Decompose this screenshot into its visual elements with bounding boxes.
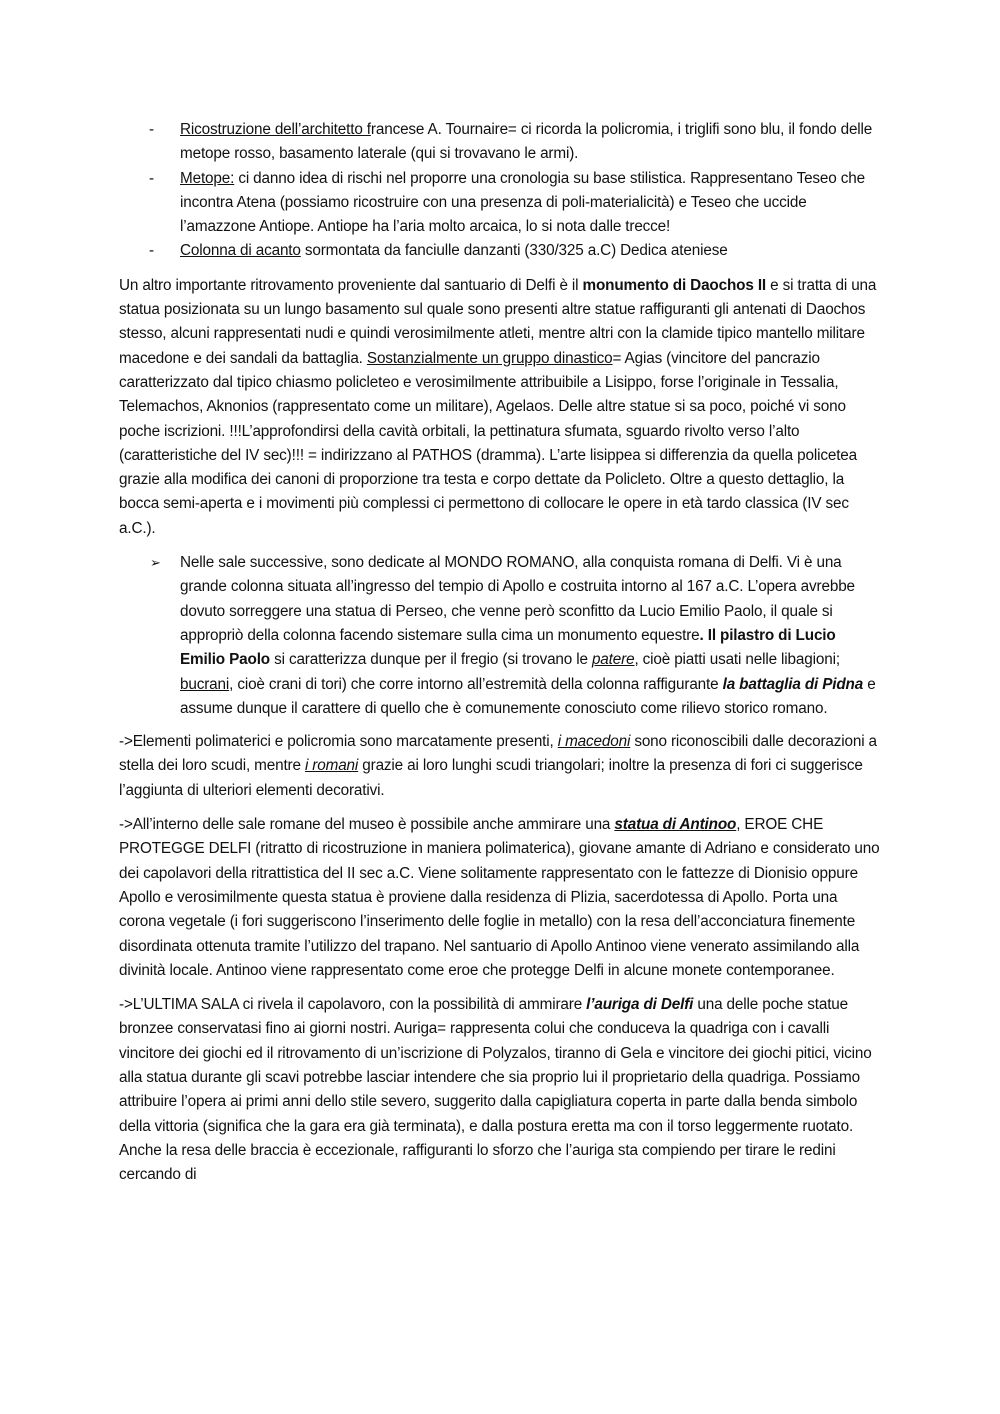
bold-term: . Il pilastro di Lucio Emilio Paolo <box>180 626 836 669</box>
arrow-bullet-list <box>119 551 883 721</box>
underlined-term: Metope: <box>180 169 235 187</box>
text-run: grazie ai loro lunghi scudi triangolari; inoltre la presenza di fori ci suggerisce l’aggiunta di ulteriori elementi decorativi. <box>119 757 863 799</box>
text-run: e si tratta di una statua posizionata su un lungo basamento sul quale sono presenti altre statue raffiguranti gli antenati di Daochos stesso, alcuni rappresentati nudi e quindi verosimilmente atleti, mentre altri con la clamide tipico mantello militare macedone e dei sandali da battaglia. <box>119 276 877 367</box>
text-run: e assume dunque il carattere di quello che è comunemente conosciuto come rilievo storico romano. <box>180 675 876 717</box>
text-run: Un altro importante ritrovamento proveniente dal santuario di Delfi è il <box>119 276 583 294</box>
dash-marker: - <box>149 242 154 260</box>
list-item-text: ci danno idea di rischi nel proporre una cronologia su base stilistica. Rappresentano Teseo che incontra Atena (possiamo ricostruire con una presenza di poli-materialicità) e Teseo che uccide l’amazzone Antiope. Antiope ha l’aria molto arcaica, lo si nota dalle trecce! <box>180 169 865 236</box>
list-item-text: sormontata da fanciulle danzanti (330/325 a.C) Dedica ateniese <box>300 242 728 260</box>
text-run: ->All’interno delle sale romane del museo è possibile anche ammirare una <box>119 816 615 834</box>
italic-underlined-term: i romani <box>304 757 359 775</box>
text-run: , cioè piatti usati nelle libagioni; <box>634 651 840 669</box>
text-run: si caratterizza dunque per il fregio (si trovano le <box>270 651 592 669</box>
document-page <box>119 118 883 1197</box>
underlined-term: bucrani <box>180 675 230 693</box>
italic-underlined-term: i macedoni <box>557 733 631 751</box>
paragraph-auriga <box>119 993 883 1187</box>
paragraph-antinoo <box>119 813 883 983</box>
text-run: ->Elementi polimaterici e policromia sono marcatamente presenti, <box>119 733 558 751</box>
bold-italic-term: l’auriga di Delfi <box>586 996 694 1014</box>
bullet-list <box>119 118 883 264</box>
bold-italic-underlined-term: statua di Antinoo <box>614 816 737 834</box>
underlined-term: Colonna di acanto <box>180 242 301 260</box>
list-item <box>119 118 883 167</box>
arrow-bullet-icon: ➢ <box>150 555 161 571</box>
text-run: Nelle sale successive, sono dedicate al MONDO ROMANO, alla conquista romana di Delfi. Vi è una grande colonna situata all’ingresso del tempio di Apollo e costruita intorno al 167 a.C. L’opera avrebbe dovuto sorreggere una statua di Perseo, che venne però sconfitto da Lucio Emilio Paolo, il quale si appropriò della colonna facendo sistemare sulla cima un monumento equestre <box>180 554 855 644</box>
dash-marker: - <box>149 121 154 138</box>
dash-marker: - <box>149 169 154 187</box>
list-item <box>119 239 883 263</box>
text-run: sono riconoscibili dalle decorazioni a stella dei loro scudi, mentre <box>119 733 877 775</box>
text-run: una delle poche statue bronzee conservatasi fino ai giorni nostri. Auriga= rappresenta colui che conduceva la quadriga con i cavalli vincitore dei giochi ed il ritrovamento di un’iscrizione di Polyzalos, tiranno di Gela e vincitore dei giochi pitici, vicino alla statua durante gli scavi potrebbe lasciar intendere che sia proprio lui il proprietario della quadriga. Possiamo attribuire l’opera ai primi anni dello stile severo, suggerito dalla capigliatura coperta in parte dalla benda simbolo della vittoria (significa che la gara era già terminata), e dalla postura eretta ma con il torso leggermente ruotato. Anche la resa delle braccia è eccezionale, raffiguranti lo sforzo che l’auriga sta compiendo per tirare le redini cercando di <box>119 996 872 1184</box>
list-item-text: rancese A. Tournaire= ci ricorda la policromia, i triglifi sono blu, il fondo delle metope rosso, basamento laterale (qui si trovavano le armi). <box>180 121 873 163</box>
underlined-term: Sostanzialmente un gruppo dinastico <box>366 349 613 367</box>
text-run: = Agias (vincitore del pancrazio caratterizzato dal tipico chiasmo policleteo e verosimilmente attribuibile a Lisippo, forse l’originale in Tessalia, Telemachos, Aknonios (rappresentato come un militare), Agelaos. Delle altre statue si sa poco, poiché vi sono poche iscrizioni. !!!L’approfondirsi della cavità orbitali, la pettinatura sfumata, sguardo rivolto verso l’alto (caratteristiche del IV sec)!!! = indirizzano al PATHOS (dramma). L’arte lisippea si differenzia da quella policetea grazie alla modifica dei canoni di proporzione tra testa e corpo dettate da Policleto. Oltre a questo dettaglio, la bocca semi-aperta e i movimenti più complessi ci permettono di collocare le opere in età tardo classica (IV sec a.C.). <box>119 349 858 537</box>
text-run: , cioè crani di tori) che corre intorno all’estremità della colonna raffigurante <box>229 675 723 693</box>
text-run: , EROE CHE PROTEGGE DELFI (ritratto di ricostruzione in maniera polimaterica), giovane amante di Adriano e considerato uno dei capolavori della ritrattistica del II sec a.C. Viene solitamente rappresentato con le fattezze di Dionisio oppure Apollo e verosimilmente questa statua è proviene dalla residenza di Plizia, sacerdotessa di Apollo. Porta una corona vegetale (i fori suggeriscono l’inserimento delle foglie in metallo) con la resa dell’acconciatura finemente disordinata ottenuta tramite l’utilizzo del trapano. Nel santuario di Apollo Antinoo viene venerato assimilando alla divinità locale. Antinoo viene rappresentato come eroe che protegge Delfi in alcune monete contemporanee. <box>119 816 880 979</box>
bold-term: monumento di Daochos II <box>582 276 767 294</box>
bold-italic-term: la battaglia di Pidna <box>722 675 864 693</box>
underlined-term: Ricostruzione dell’architetto f <box>180 121 371 138</box>
italic-underlined-term: patere <box>591 651 635 669</box>
paragraph-polimaterici <box>119 730 883 803</box>
list-item <box>119 551 883 721</box>
text-run: ->L’ULTIMA SALA ci rivela il capolavoro, con la possibilità di ammirare <box>119 996 587 1014</box>
list-item <box>119 167 883 240</box>
paragraph-daochos <box>119 274 883 541</box>
